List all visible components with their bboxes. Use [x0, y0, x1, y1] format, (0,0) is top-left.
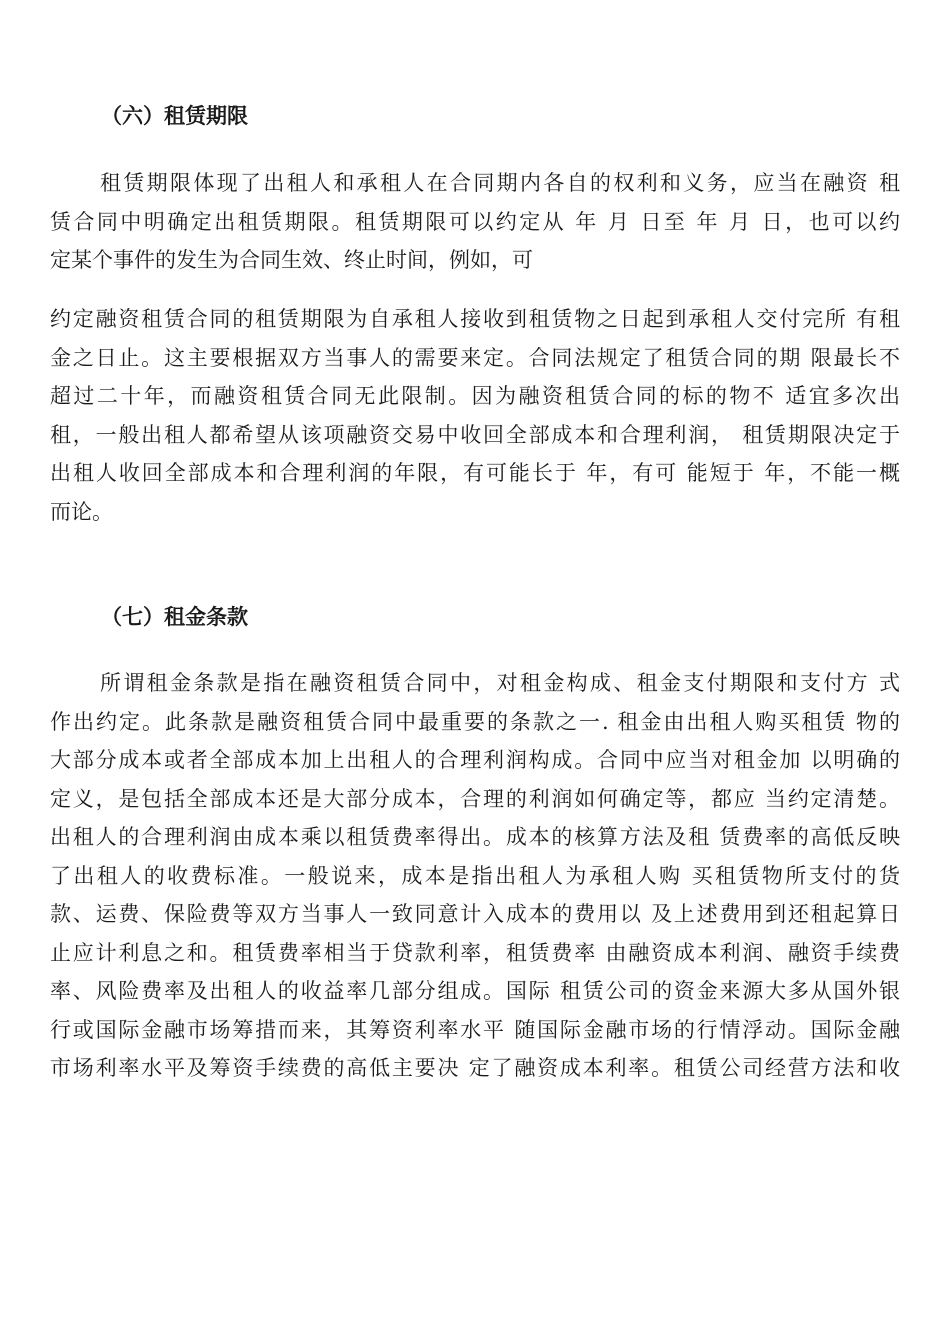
text-line: 止应计利息之和。租赁费率相当于贷款利率，租赁费率 由融资成本利润、融资手续费	[50, 940, 900, 965]
text-line: 定义，是包括全部成本还是大部分成本，合理的利润如何确定等，都应 当约定清楚。	[50, 786, 900, 811]
text-line: 市场利率水平及筹资手续费的高低主要决 定了融资成本利率。租赁公司经营方法和收	[50, 1056, 900, 1080]
text-line: 行或国际金融市场筹措而来，其筹资利率水平 随国际金融市场的行情浮动。国际金融	[50, 1017, 900, 1042]
section-heading-rent-clause: （七）租金条款	[101, 604, 248, 629]
text-line: 率、风险费率及出租人的收益率几部分组成。国际 租赁公司的资金来源大多从国外银	[50, 979, 900, 1003]
section-heading-lease-term: （六）租赁期限	[101, 103, 248, 128]
text-line: 出租人收回全部成本和合理利润的年限，有可能长于 年，有可 能短于 年，不能一概	[50, 461, 900, 485]
text-line: 定某个事件的发生为合同生效、终止时间，例如，可	[50, 248, 533, 272]
text-line: 作出约定。此条款是融资租赁合同中最重要的条款之一. 租金由出租人购买租赁 物的	[50, 709, 900, 734]
paragraph-lease-term-detail	[50, 300, 900, 531]
text-line: 租，一般出租人都希望从该项融资交易中收回全部成本和合理利润， 租赁期限决定于	[50, 422, 900, 447]
text-line: 了出租人的收费标准。一般说来，成本是指出租人为承租人购 买租赁物所支付的货	[50, 863, 900, 888]
paragraph-lease-term-intro	[50, 164, 900, 280]
text-line: 约定融资租赁合同的租赁期限为自承租人接收到租赁物之日起到承租人交付完所 有租	[50, 307, 900, 331]
text-line: 出租人的合理利润由成本乘以租赁费率得出。成本的核算方法及租 赁费率的高低反映	[50, 825, 900, 849]
text-line: 大部分成本或者全部成本加上出租人的合理利润构成。合同中应当对租金加 以明确的	[50, 748, 900, 772]
text-line: 款、运费、保险费等双方当事人一致同意计入成本的费用以 及上述费用到还租起算日	[50, 902, 900, 926]
text-line: 超过二十年，而融资租赁合同无此限制。因为融资租赁合同的标的物不 适宜多次出	[50, 384, 900, 408]
text-line: 租赁期限体现了出租人和承租人在合同期内各自的权利和义务，应当在融资 租	[100, 171, 900, 195]
text-line: 所谓租金条款是指在融资租赁合同中，对租金构成、租金支付期限和支付方 式	[100, 671, 900, 695]
paragraph-rent-clause	[50, 664, 900, 1088]
text-line: 赁合同中明确定出租赁期限。租赁期限可以约定从 年 月 日至 年 月 日，也可以约	[50, 209, 900, 234]
text-line: 金之日止。这主要根据双方当事人的需要来定。合同法规定了租赁合同的期 限最长不	[50, 345, 900, 370]
text-line: 而论。	[50, 499, 113, 524]
